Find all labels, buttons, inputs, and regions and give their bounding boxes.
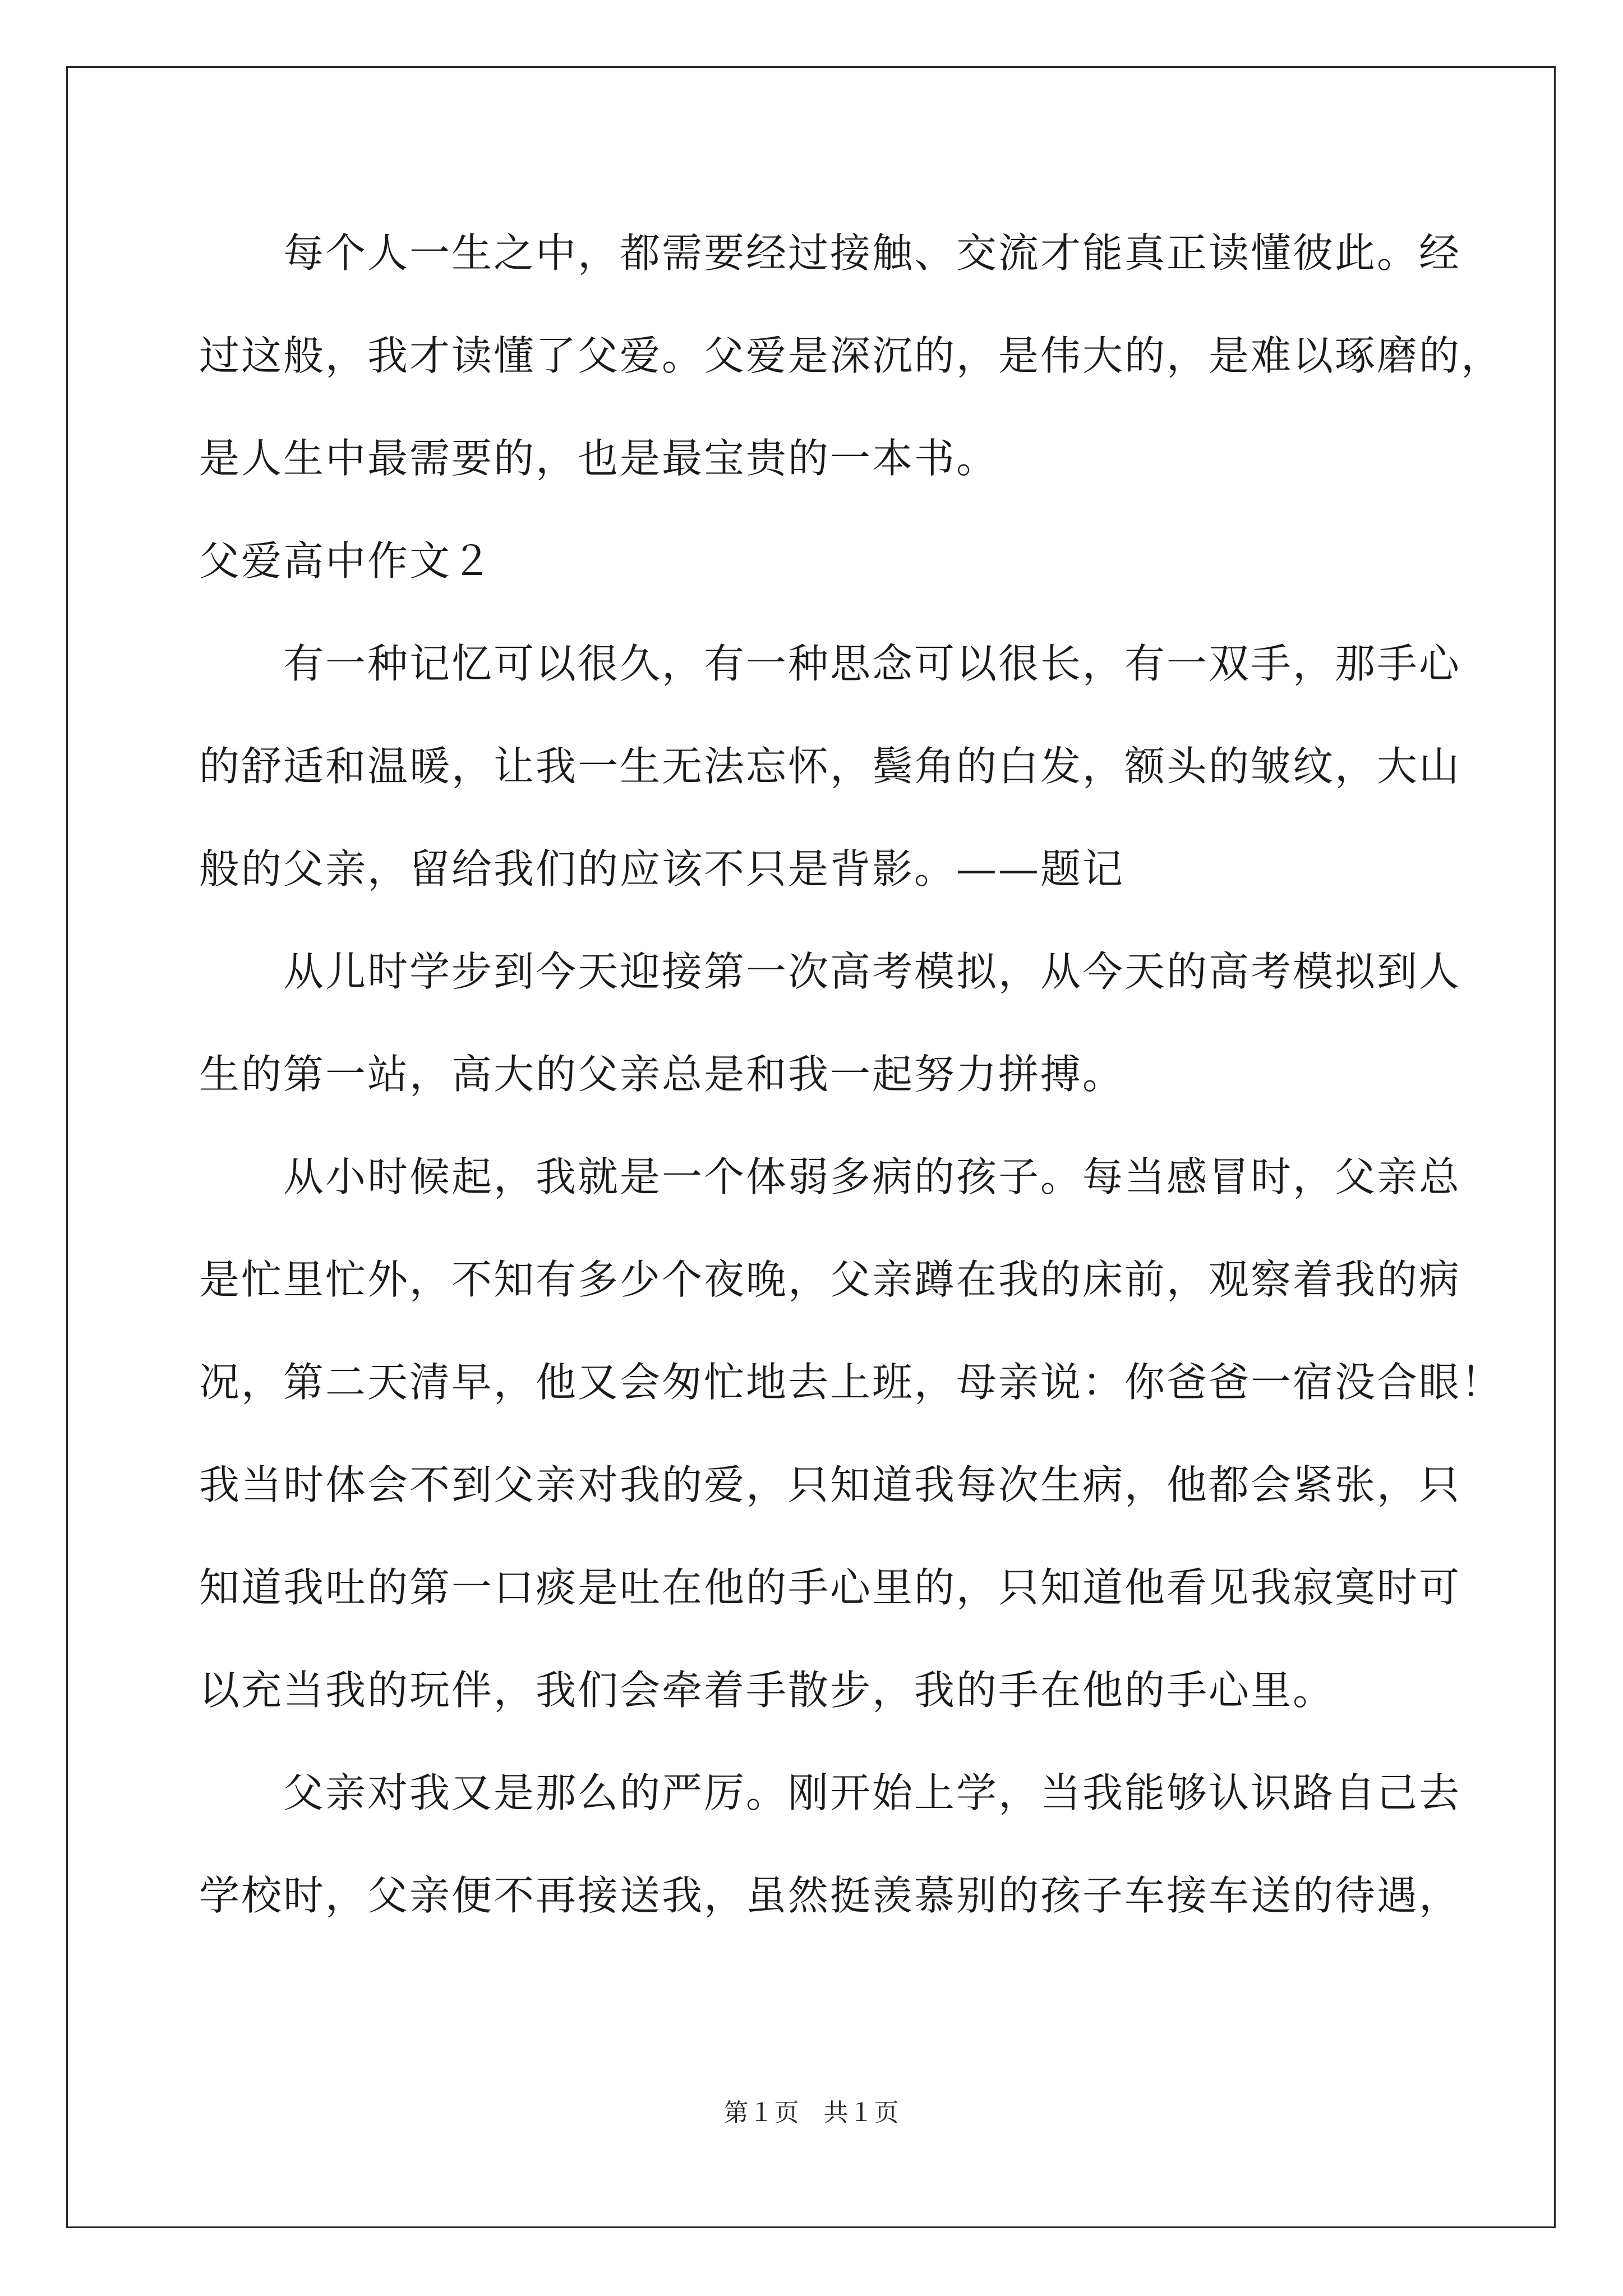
text-line: 况，第二天清早，他又会匆忙地去上班，母亲说：你爸爸一宿没合眼！ bbox=[199, 1359, 1504, 1406]
section-heading: 父爱高中作文２ bbox=[199, 537, 494, 585]
text-line: 从小时候起，我就是一个体弱多病的孩子。每当感冒时，父亲总 bbox=[199, 1153, 1461, 1200]
text-line: 我当时体会不到父亲对我的爱，只知道我每次生病，他都会紧张，只 bbox=[199, 1461, 1461, 1508]
text-line: 般的父亲，留给我们的应该不只是背影。——题记 bbox=[199, 845, 1125, 892]
text-line: 学校时，父亲便不再接送我，虽然挺羡慕别的孩子车接车送的待遇， bbox=[199, 1872, 1461, 1919]
page-total: 共１页 bbox=[823, 2099, 900, 2127]
text-line: 知道我吐的第一口痰是吐在他的手心里的，只知道他看见我寂寞时可 bbox=[199, 1564, 1461, 1611]
text-line: 父亲对我又是那么的严厉。刚开始上学，当我能够认识路自己去 bbox=[199, 1769, 1461, 1816]
text-line: 从儿时学步到今天迎接第一次高考模拟，从今天的高考模拟到人 bbox=[199, 948, 1461, 995]
text-line: 有一种记忆可以很久，有一种思念可以很长，有一双手，那手心 bbox=[199, 640, 1461, 687]
text-line: 过这般，我才读懂了父爱。父爱是深沉的，是伟大的，是难以琢磨的， bbox=[199, 332, 1504, 379]
document-body bbox=[199, 202, 1504, 1947]
page-footer bbox=[0, 2092, 1623, 2128]
text-line: 每个人一生之中，都需要经过接触、交流才能真正读懂彼此。经 bbox=[199, 229, 1461, 277]
text-line: 生的第一站，高大的父亲总是和我一起努力拼搏。 bbox=[199, 1051, 1125, 1098]
text-line: 的舒适和温暖，让我一生无法忘怀，鬓角的白发，额头的皱纹，大山 bbox=[199, 743, 1461, 790]
text-line: 以充当我的玩伴，我们会牵着手散步，我的手在他的手心里。 bbox=[199, 1667, 1335, 1714]
text-line: 是忙里忙外，不知有多少个夜晚，父亲蹲在我的床前，观察着我的病 bbox=[199, 1256, 1461, 1303]
page-number: 第１页 bbox=[723, 2099, 800, 2127]
text-line: 是人生中最需要的，也是最宝贵的一本书。 bbox=[199, 435, 999, 482]
